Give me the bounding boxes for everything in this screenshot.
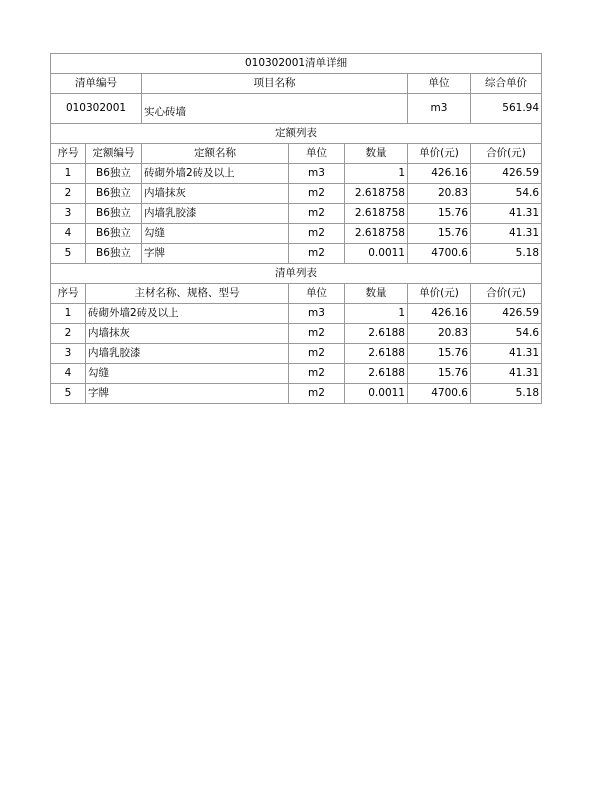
price-header: 综合单价	[471, 74, 542, 94]
quantity: 2.618758	[345, 184, 408, 204]
unit: m3	[289, 304, 345, 324]
row-number: 3	[51, 204, 86, 224]
total-price: 41.31	[471, 204, 542, 224]
quota-row	[51, 204, 542, 224]
material-name: 字牌	[86, 384, 289, 404]
unit: m2	[289, 184, 345, 204]
total-price: 41.31	[471, 344, 542, 364]
quota-row	[51, 184, 542, 204]
material-row	[51, 384, 542, 404]
column-header: 序号	[51, 144, 86, 164]
total-price: 54.6	[471, 324, 542, 344]
material-name: 内墙抹灰	[86, 324, 289, 344]
column-header: 单价(元)	[408, 144, 471, 164]
unit: m2	[289, 224, 345, 244]
unit: m2	[289, 204, 345, 224]
column-header: 定额名称	[142, 144, 289, 164]
total-price: 54.6	[471, 184, 542, 204]
row-number: 1	[51, 164, 86, 184]
unit-price: 15.76	[408, 364, 471, 384]
materials-section-title: 清单列表	[51, 264, 542, 284]
material-row	[51, 344, 542, 364]
bill-detail-table	[50, 53, 542, 404]
unit: m3	[289, 164, 345, 184]
quantity: 2.6188	[345, 364, 408, 384]
column-header: 单位	[289, 144, 345, 164]
quota-section-title: 定额列表	[51, 124, 542, 144]
unit-price: 4700.6	[408, 244, 471, 264]
code-header: 清单编号	[51, 74, 142, 94]
quantity: 0.0011	[345, 244, 408, 264]
quota-code: B6独立	[86, 224, 142, 244]
unit: m2	[289, 324, 345, 344]
row-number: 1	[51, 304, 86, 324]
row-number: 2	[51, 324, 86, 344]
material-row	[51, 324, 542, 344]
bill-code: 010302001	[51, 94, 142, 124]
unit: m2	[289, 384, 345, 404]
total-price: 5.18	[471, 384, 542, 404]
quota-name: 字牌	[142, 244, 289, 264]
row-number: 5	[51, 244, 86, 264]
column-header: 定额编号	[86, 144, 142, 164]
quota-name: 内墙抹灰	[142, 184, 289, 204]
quantity: 2.618758	[345, 224, 408, 244]
material-name: 勾缝	[86, 364, 289, 384]
unit: m2	[289, 344, 345, 364]
row-number: 5	[51, 384, 86, 404]
quota-code: B6独立	[86, 244, 142, 264]
quantity: 2.6188	[345, 324, 408, 344]
column-header: 数量	[345, 144, 408, 164]
quantity: 2.618758	[345, 204, 408, 224]
quota-row	[51, 164, 542, 184]
quota-code: B6独立	[86, 164, 142, 184]
material-name: 内墙乳胶漆	[86, 344, 289, 364]
column-header: 序号	[51, 284, 86, 304]
column-header: 数量	[345, 284, 408, 304]
unit: m2	[289, 364, 345, 384]
quota-header-row	[51, 144, 542, 164]
total-price: 41.31	[471, 364, 542, 384]
quantity: 1	[345, 164, 408, 184]
quota-row	[51, 244, 542, 264]
material-name: 砖砌外墙2砖及以上	[86, 304, 289, 324]
row-number: 2	[51, 184, 86, 204]
quota-name: 勾缝	[142, 224, 289, 244]
unit: m2	[289, 244, 345, 264]
column-header: 单位	[289, 284, 345, 304]
column-header: 合价(元)	[471, 144, 542, 164]
quota-code: B6独立	[86, 184, 142, 204]
unit-price: 426.16	[408, 304, 471, 324]
material-row	[51, 304, 542, 324]
unit-price: 15.76	[408, 224, 471, 244]
bill-unit: m3	[408, 94, 471, 124]
unit-price: 4700.6	[408, 384, 471, 404]
quota-code: B6独立	[86, 204, 142, 224]
bill-name: 实心砖墙	[142, 94, 408, 124]
unit-header: 单位	[408, 74, 471, 94]
quantity: 2.6188	[345, 344, 408, 364]
page-title: 010302001清单详细	[51, 54, 542, 74]
row-number: 3	[51, 344, 86, 364]
materials-header-row	[51, 284, 542, 304]
row-number: 4	[51, 364, 86, 384]
material-row	[51, 364, 542, 384]
total-price: 426.59	[471, 304, 542, 324]
row-number: 4	[51, 224, 86, 244]
total-price: 5.18	[471, 244, 542, 264]
quota-name: 砖砌外墙2砖及以上	[142, 164, 289, 184]
unit-price: 20.83	[408, 324, 471, 344]
unit-price: 20.83	[408, 184, 471, 204]
column-header: 合价(元)	[471, 284, 542, 304]
unit-price: 15.76	[408, 204, 471, 224]
column-header: 主材名称、规格、型号	[86, 284, 289, 304]
quota-row	[51, 224, 542, 244]
total-price: 41.31	[471, 224, 542, 244]
column-header: 单价(元)	[408, 284, 471, 304]
quota-name: 内墙乳胶漆	[142, 204, 289, 224]
bill-price: 561.94	[471, 94, 542, 124]
unit-price: 426.16	[408, 164, 471, 184]
quantity: 0.0011	[345, 384, 408, 404]
unit-price: 15.76	[408, 344, 471, 364]
name-header: 项目名称	[142, 74, 408, 94]
quantity: 1	[345, 304, 408, 324]
total-price: 426.59	[471, 164, 542, 184]
